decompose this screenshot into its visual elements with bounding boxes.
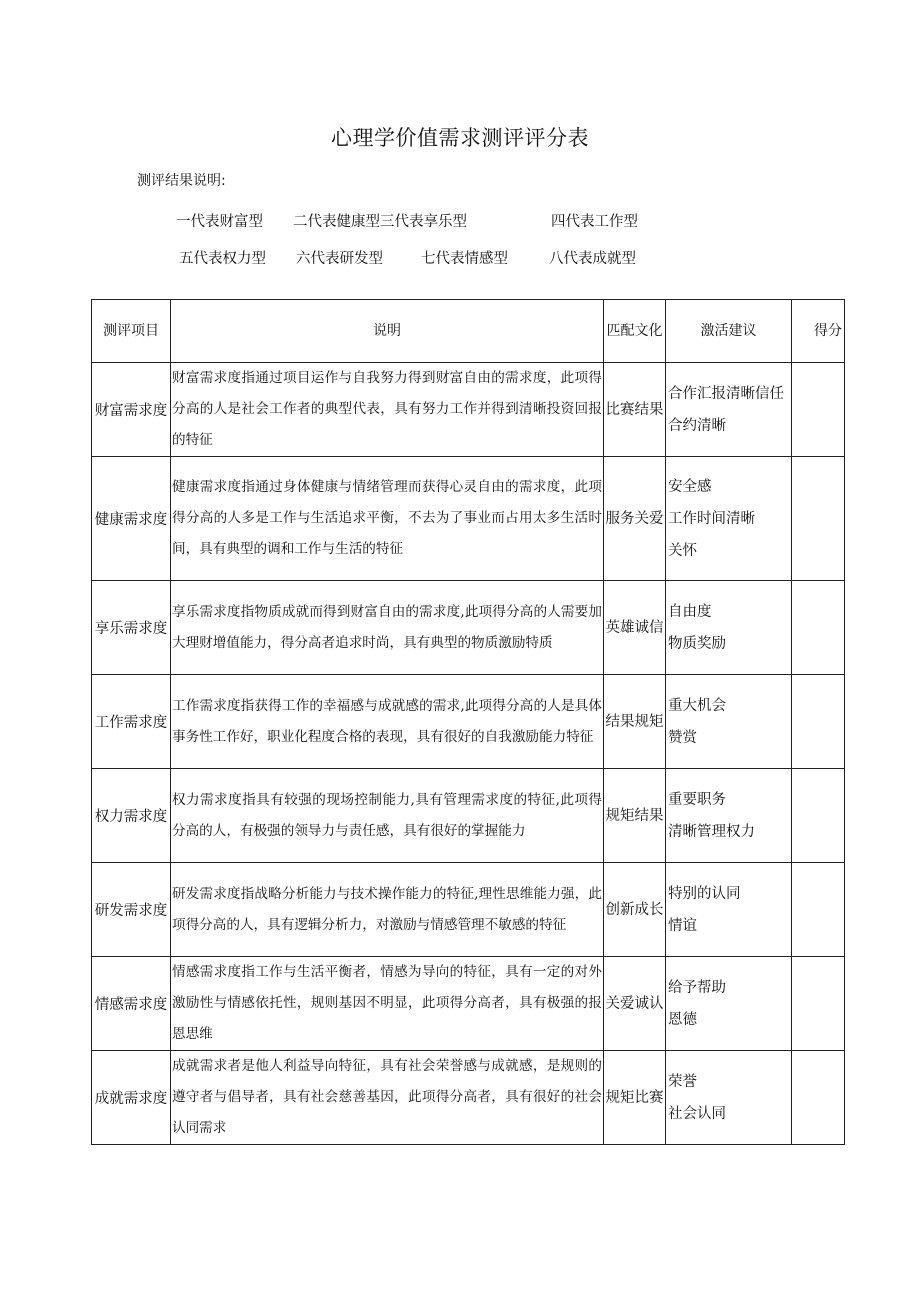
- row-score: [792, 675, 845, 769]
- table-row: [92, 363, 845, 457]
- row-suggestions: [666, 675, 792, 769]
- row-match: 英雄诚信: [604, 581, 666, 675]
- suggestion-item: 恩德: [668, 1011, 697, 1028]
- row-score: [792, 863, 845, 957]
- row-item: 享乐需求度: [92, 581, 171, 675]
- intro-label: 测评结果说明:: [137, 173, 226, 189]
- suggestion-item: 赞赏: [668, 729, 697, 746]
- suggestion-item: 重要职务: [668, 791, 726, 808]
- suggestion-item: 自由度: [668, 603, 712, 620]
- row-item: 健康需求度: [92, 457, 171, 581]
- table-row: [92, 457, 845, 581]
- row-item: 成就需求度: [92, 1051, 171, 1145]
- legend-type-6: 六代表研发型: [296, 251, 383, 267]
- score-table-body: [92, 363, 845, 1145]
- row-item: 工作需求度: [92, 675, 171, 769]
- row-suggestions: [666, 457, 792, 581]
- table-row: [92, 769, 845, 863]
- row-suggestions: [666, 769, 792, 863]
- suggestion-item: 社会认同: [668, 1105, 726, 1122]
- row-desc: 情感需求度指工作与生活平衡者，情感为导向的特征，具有一定的对外激励性与情感依托性，规则基因不明显，此项得分高者，具有极强的报恩思维: [171, 957, 604, 1051]
- suggestion-item: 安全感: [668, 478, 712, 495]
- suggestion-item: 特别的认同: [668, 885, 741, 902]
- table-row: [92, 675, 845, 769]
- suggestion-item: 物质奖励: [668, 635, 726, 652]
- row-score: [792, 957, 845, 1051]
- suggestion-item: 合约清晰: [668, 417, 726, 434]
- row-score: [792, 581, 845, 675]
- header-match: 匹配文化: [604, 300, 666, 363]
- row-desc: 成就需求者是他人利益导向特征，具有社会荣誉感与成就感，是规则的遵守者与倡导者，具有社会慈善基因，此项得分高者，具有很好的社会认同需求: [171, 1051, 604, 1145]
- suggestion-item: 情谊: [668, 917, 697, 934]
- row-match: 服务关爱: [604, 457, 666, 581]
- row-score: [792, 457, 845, 581]
- header-score: 得分: [792, 300, 845, 363]
- row-suggestions: [666, 957, 792, 1051]
- table-row: [92, 1051, 845, 1145]
- row-item: 权力需求度: [92, 769, 171, 863]
- row-suggestions: [666, 363, 792, 457]
- suggestion-item: 合作汇报清晰信任: [668, 385, 784, 402]
- row-match: 规矩比赛: [604, 1051, 666, 1145]
- row-score: [792, 363, 845, 457]
- legend-type-7: 七代表情感型: [421, 251, 508, 267]
- row-desc: 权力需求度指具有较强的现场控制能力,具有管理需求度的特征,此项得分高的人，有极强的领导力与责任感，具有很好的掌握能力: [171, 769, 604, 863]
- suggestion-item: 关怀: [668, 542, 697, 559]
- row-item: 财富需求度: [92, 363, 171, 457]
- row-item: 情感需求度: [92, 957, 171, 1051]
- row-item: 研发需求度: [92, 863, 171, 957]
- row-desc: 享乐需求度指物质成就而得到财富自由的需求度,此项得分高的人需要加大理财增值能力，得分高者追求时尚，具有典型的物质激励特质: [171, 581, 604, 675]
- row-score: [792, 1051, 845, 1145]
- row-desc: 工作需求度指获得工作的幸福感与成就感的需求,此项得分高的人是具体事务性工作好，职业化程度合格的表现，具有很好的自我激励能力特征: [171, 675, 604, 769]
- suggestion-item: 重大机会: [668, 697, 726, 714]
- legend-type-5: 五代表权力型: [179, 251, 266, 267]
- legend-type-8: 八代表成就型: [549, 251, 636, 267]
- legend-type-1: 一代表财富型: [176, 214, 263, 230]
- row-desc: 健康需求度指通过身体健康与情绪管理而获得心灵自由的需求度，此项得分高的人多是工作与生活追求平衡，不去为了事业而占用太多生活时间，具有典型的调和工作与生活的特征: [171, 457, 604, 581]
- suggestion-item: 荣誉: [668, 1073, 697, 1090]
- row-suggestions: [666, 1051, 792, 1145]
- suggestion-item: 清晰管理权力: [668, 823, 755, 840]
- row-match: 规矩结果: [604, 769, 666, 863]
- row-match: 关爱诚认: [604, 957, 666, 1051]
- table-row: [92, 957, 845, 1051]
- row-match: 比赛结果: [604, 363, 666, 457]
- row-score: [792, 769, 845, 863]
- page-title: 心理学价值需求测评评分表: [331, 126, 589, 150]
- header-item: 测评项目: [92, 300, 171, 363]
- header-suggest: 激活建议: [666, 300, 792, 363]
- row-match: 创新成长: [604, 863, 666, 957]
- row-desc: 财富需求度指通过项目运作与自我努力得到财富自由的需求度，此项得分高的人是社会工作者的典型代表，具有努力工作并得到清晰投资回报的特征: [171, 363, 604, 457]
- legend-type-2-3: 二代表健康型三代表享乐型: [293, 214, 467, 230]
- suggestion-item: 工作时间清晰: [668, 510, 755, 527]
- row-suggestions: [666, 581, 792, 675]
- header-desc: 说明: [171, 300, 604, 363]
- suggestion-item: 给予帮助: [668, 979, 726, 996]
- legend-type-4: 四代表工作型: [551, 214, 638, 230]
- row-desc: 研发需求度指战略分析能力与技术操作能力的特征,理性思维能力强，此项得分高的人，具有逻辑分析力，对激励与情感管理不敏感的特征: [171, 863, 604, 957]
- score-table: [91, 299, 845, 1145]
- row-match: 结果规矩: [604, 675, 666, 769]
- table-row: [92, 581, 845, 675]
- table-row: [92, 863, 845, 957]
- header-row: [92, 300, 845, 363]
- row-suggestions: [666, 863, 792, 957]
